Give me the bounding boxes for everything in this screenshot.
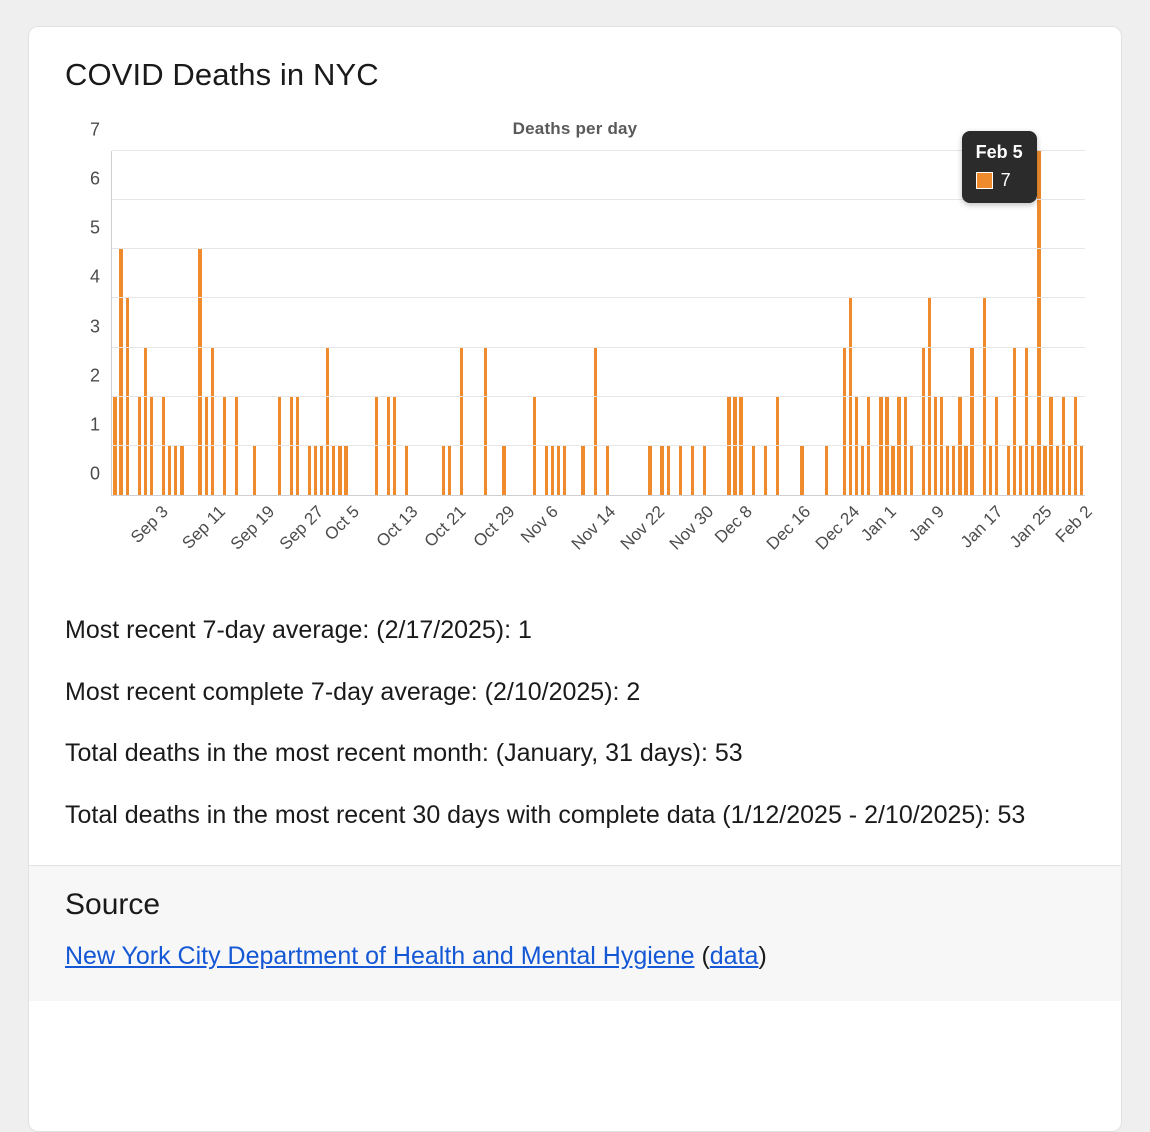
chart-gridline — [112, 494, 1085, 495]
bar[interactable] — [989, 446, 992, 495]
bar[interactable] — [904, 397, 907, 495]
bar[interactable] — [1056, 446, 1059, 495]
bar[interactable] — [849, 298, 852, 495]
bar[interactable] — [964, 446, 967, 495]
chart-x-tick-label: Dec 16 — [762, 502, 815, 554]
bar[interactable] — [253, 446, 256, 495]
bar[interactable] — [691, 446, 694, 495]
bar[interactable] — [922, 348, 925, 495]
deaths-per-day-chart — [65, 119, 1097, 599]
bar[interactable] — [606, 446, 609, 495]
chart-y-tick-label: 0 — [89, 463, 100, 484]
bar[interactable] — [344, 446, 347, 495]
chart-y-tick-label: 3 — [89, 316, 100, 337]
bar[interactable] — [1025, 348, 1028, 495]
bar[interactable] — [867, 397, 870, 495]
bar[interactable] — [946, 446, 949, 495]
bar[interactable] — [958, 397, 961, 495]
bar[interactable] — [1043, 446, 1046, 495]
chart-x-tick-label: Sep 19 — [227, 502, 279, 554]
bar[interactable] — [211, 348, 214, 495]
stat-total-recent-30-days: Total deaths in the most recent 30 days with complete data (1/12/2025 - 2/10/2025): 53 — [65, 800, 1026, 829]
tooltip-value: 7 — [1000, 170, 1011, 191]
bar[interactable] — [1013, 348, 1016, 495]
source-heading: Source — [65, 888, 161, 921]
chart-x-axis — [111, 496, 1097, 588]
bar[interactable] — [648, 446, 651, 495]
bar[interactable] — [290, 397, 293, 495]
bar[interactable] — [594, 348, 597, 495]
bar[interactable] — [235, 397, 238, 495]
bar[interactable] — [119, 249, 122, 495]
chart-gridline — [112, 347, 1085, 348]
chart-x-tick-label: Jan 25 — [1005, 502, 1056, 552]
bar[interactable] — [776, 397, 779, 495]
bar[interactable] — [1074, 397, 1077, 495]
bar[interactable] — [667, 446, 670, 495]
bar[interactable] — [910, 446, 913, 495]
bar[interactable] — [733, 397, 736, 495]
bar[interactable] — [1049, 397, 1052, 495]
bar[interactable] — [703, 446, 706, 495]
bar[interactable] — [375, 397, 378, 495]
bar[interactable] — [581, 446, 584, 495]
bar[interactable] — [387, 397, 390, 495]
bar[interactable] — [557, 446, 560, 495]
chart-x-tick-label: Feb 2 — [1052, 502, 1097, 547]
bar[interactable] — [296, 397, 299, 495]
card-body — [29, 27, 1121, 865]
stat-recent-7day-average: Most recent 7-day average: (2/17/2025): 1 — [65, 616, 532, 644]
bar[interactable] — [162, 397, 165, 495]
bar[interactable] — [1019, 446, 1022, 495]
bar[interactable] — [800, 446, 803, 495]
bar[interactable] — [843, 348, 846, 495]
bar[interactable] — [138, 397, 141, 495]
bar-slot[interactable] — [1078, 151, 1084, 495]
bar[interactable] — [332, 446, 335, 495]
bar[interactable] — [278, 397, 281, 495]
stat-recent-complete-7day-average: Most recent complete 7-day average: (2/10/2025): 2 — [65, 677, 641, 706]
bar[interactable] — [545, 446, 548, 495]
bar[interactable] — [879, 397, 882, 495]
bar[interactable] — [1080, 446, 1083, 495]
chart-x-tick-label: Jan 9 — [905, 502, 949, 545]
chart-gridline — [112, 297, 1085, 298]
chart-y-tick-label: 6 — [89, 168, 100, 189]
bar[interactable] — [205, 397, 208, 495]
page-title: COVID Deaths in NYC — [65, 57, 379, 92]
chart-x-tick-label: Jan 1 — [856, 502, 900, 545]
tooltip-value-row — [976, 168, 1023, 192]
bar[interactable] — [180, 446, 183, 495]
bar[interactable] — [320, 446, 323, 495]
tooltip-title: Feb 5 — [975, 142, 1023, 162]
bar[interactable] — [1037, 151, 1040, 495]
source-agency-link[interactable]: New York City Department of Health and Mental Hygiene — [65, 942, 695, 970]
bar[interactable] — [940, 397, 943, 495]
chart-x-tick-label: Oct 29 — [469, 502, 519, 551]
bar[interactable] — [679, 446, 682, 495]
bar[interactable] — [752, 446, 755, 495]
bar[interactable] — [533, 397, 536, 495]
bar[interactable] — [995, 397, 998, 495]
bar[interactable] — [660, 446, 663, 495]
bar[interactable] — [126, 298, 129, 495]
bar[interactable] — [484, 348, 487, 495]
stat-total-recent-month: Total deaths in the most recent month: (January, 31 days): 53 — [65, 739, 743, 767]
bar[interactable] — [891, 446, 894, 495]
bar[interactable] — [970, 348, 973, 495]
chart-y-tick-label: 5 — [89, 217, 100, 238]
chart-gridline — [112, 199, 1085, 200]
chart-tooltip — [962, 131, 1037, 203]
bar[interactable] — [338, 446, 341, 495]
chart-x-tick-label: Sep 3 — [127, 502, 172, 547]
bar[interactable] — [825, 446, 828, 495]
source-section — [29, 865, 1121, 1001]
bar[interactable] — [150, 397, 153, 495]
chart-x-tick-label: Nov 22 — [616, 502, 669, 554]
chart-x-tick-label: Nov 14 — [568, 502, 620, 554]
bar[interactable] — [727, 397, 730, 495]
bar[interactable] — [861, 446, 864, 495]
chart-x-tick-label: Sep 27 — [275, 502, 328, 554]
chart-gridline — [112, 445, 1085, 446]
bar[interactable] — [897, 397, 900, 495]
bar[interactable] — [460, 348, 463, 495]
bar[interactable] — [448, 446, 451, 495]
chart-x-tick-label: Nov 6 — [516, 502, 562, 547]
chart-y-tick-label: 4 — [89, 266, 100, 287]
chart-x-tick-label: Oct 21 — [420, 502, 470, 551]
bar[interactable] — [223, 397, 226, 495]
bar[interactable] — [983, 298, 986, 495]
bar[interactable] — [308, 446, 311, 495]
stats-list — [65, 613, 1085, 833]
chart-gridline — [112, 150, 1085, 151]
bar[interactable] — [952, 446, 955, 495]
chart-x-tick-label: Jan 17 — [956, 502, 1007, 552]
bar[interactable] — [326, 348, 329, 495]
chart-x-tick-label: Oct 13 — [372, 502, 422, 551]
chart-x-tick-label: Sep 11 — [178, 502, 229, 553]
bar[interactable] — [764, 446, 767, 495]
bar[interactable] — [928, 298, 931, 495]
bar[interactable] — [405, 446, 408, 495]
bar[interactable] — [551, 446, 554, 495]
chart-gridline — [112, 248, 1085, 249]
chart-x-tick-label: Dec 24 — [811, 502, 864, 554]
bar[interactable] — [563, 446, 566, 495]
source-paren-close: ) — [758, 942, 767, 970]
source-line — [65, 942, 1085, 971]
bar[interactable] — [739, 397, 742, 495]
series-color-swatch-icon — [976, 172, 993, 189]
covid-deaths-card — [28, 26, 1122, 1132]
bar[interactable] — [442, 446, 445, 495]
bar[interactable] — [502, 446, 505, 495]
chart-y-tick-label: 7 — [89, 119, 100, 140]
bar[interactable] — [314, 446, 317, 495]
bar[interactable] — [174, 446, 177, 495]
bar[interactable] — [855, 397, 858, 495]
source-data-link[interactable]: data — [709, 942, 759, 970]
bar[interactable] — [1007, 446, 1010, 495]
bar-series — [112, 151, 1085, 495]
chart-x-tick-label: Nov 30 — [665, 502, 718, 554]
bar[interactable] — [934, 397, 937, 495]
bar[interactable] — [1031, 446, 1034, 495]
chart-x-tick-label: Oct 5 — [320, 502, 363, 545]
bar[interactable] — [1068, 446, 1071, 495]
chart-heading: Deaths per day — [512, 119, 638, 138]
bar[interactable] — [885, 397, 888, 495]
source-paren-open: ( — [694, 942, 710, 970]
bar[interactable] — [144, 348, 147, 495]
chart-y-tick-label: 2 — [89, 365, 100, 386]
bar[interactable] — [113, 397, 116, 495]
bar[interactable] — [168, 446, 171, 495]
chart-x-tick-label: Dec 8 — [711, 502, 757, 547]
chart-gridline — [112, 396, 1085, 397]
bar[interactable] — [1062, 397, 1065, 495]
bar[interactable] — [198, 249, 201, 495]
chart-y-tick-label: 1 — [89, 414, 100, 435]
bar[interactable] — [393, 397, 396, 495]
